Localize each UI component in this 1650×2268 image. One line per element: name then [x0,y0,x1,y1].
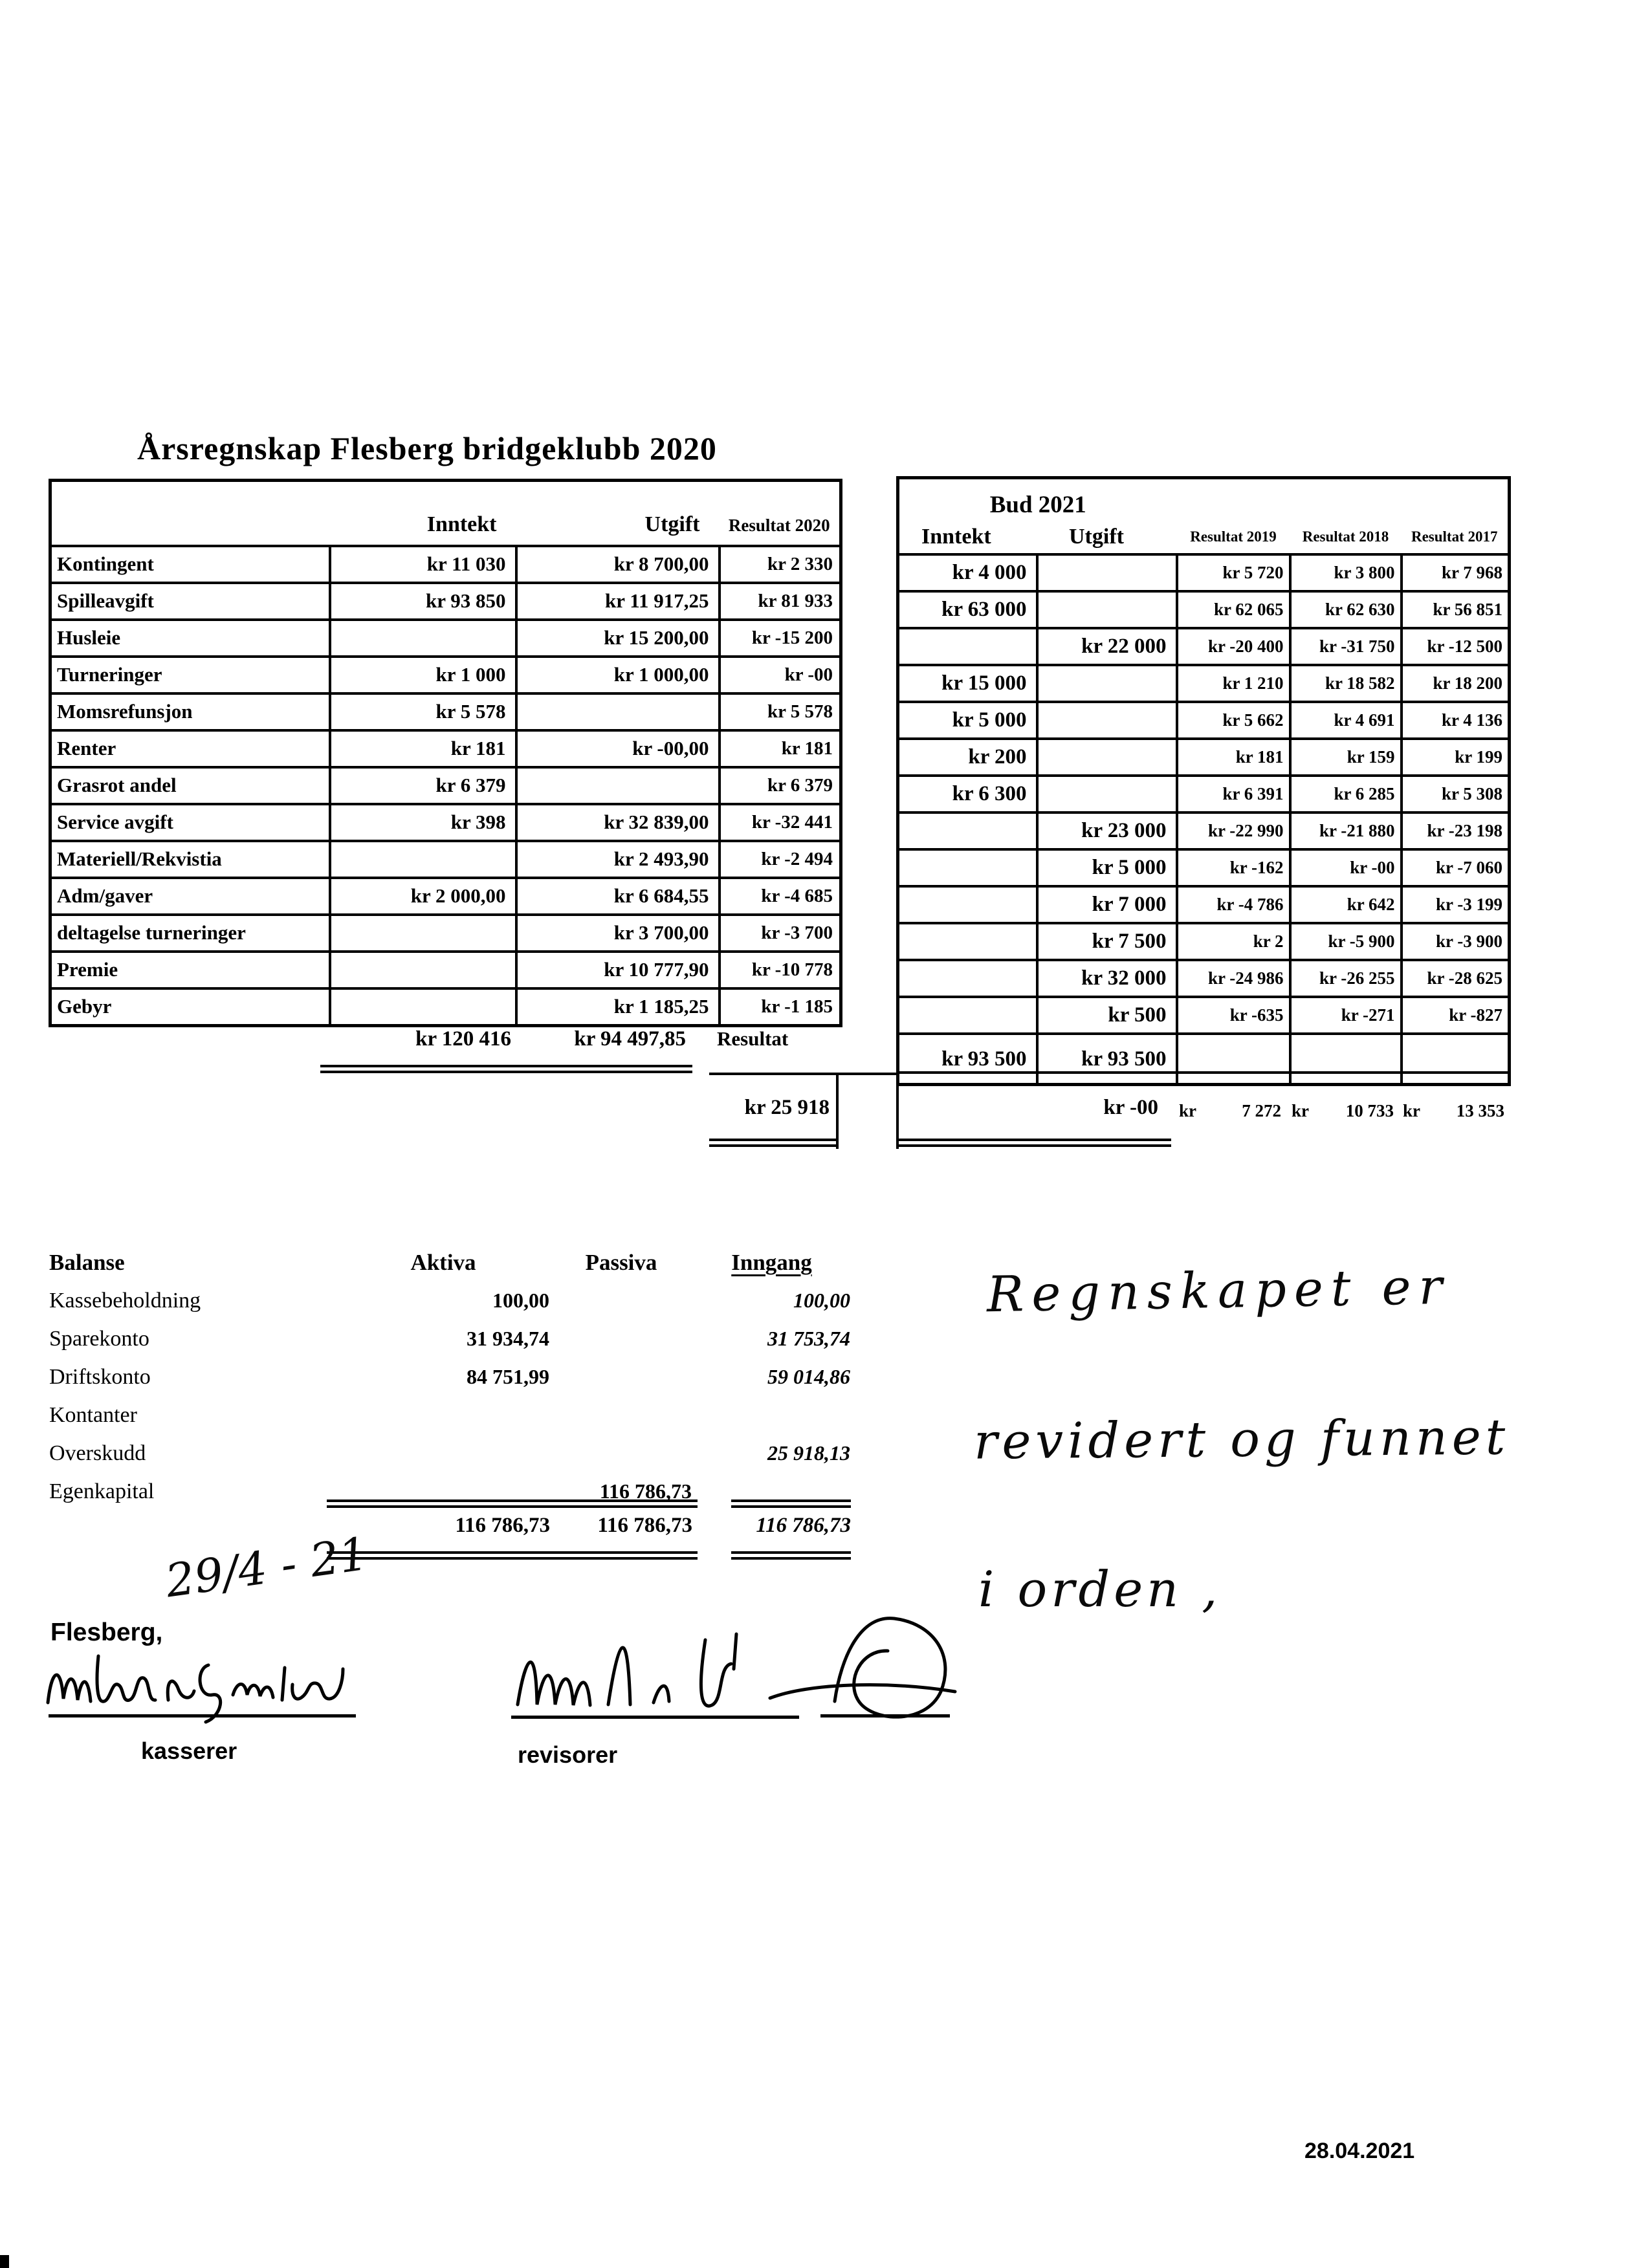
resultat-2017-cell: kr 7 968 [1402,554,1510,591]
empty-cell [1177,1034,1290,1085]
inntekt-cell: kr 5 578 [330,693,516,730]
handwritten-note-line1: Regnskapet er [986,1257,1451,1324]
revisorer-signature-line-2 [820,1714,950,1717]
inntekt-cell: kr 181 [330,730,516,767]
kasserer-signature [39,1630,375,1734]
balance-upper-rule-right [731,1499,851,1508]
header-aktiva: Aktiva [410,1249,476,1275]
resultat-2017-cell: kr 56 851 [1402,591,1510,628]
row-label-cell: Turneringer [50,657,330,693]
header-resultat-2017: Resultat 2017 [1411,529,1498,545]
utgift-cell: kr 1 000,00 [516,657,720,693]
utgift-cell: kr 6 684,55 [516,878,720,915]
accounts-header-row [50,481,841,546]
resultat-2017-cell: kr -28 625 [1402,960,1510,997]
utgift-cell: kr -00,00 [516,730,720,767]
resultat-double-rule [709,1139,839,1147]
table-row [50,546,841,583]
balance-table [49,1243,851,1510]
utgift-cell [516,693,720,730]
resultat-2019-cell: kr 1 210 [1177,665,1290,702]
table-row [50,952,841,988]
resultat-2017-cell: kr -23 198 [1402,812,1510,849]
row-label-cell: Husleie [50,620,330,657]
kasserer-signature-line [49,1714,356,1717]
header-passiva: Passiva [585,1249,657,1275]
table-row [898,776,1510,812]
revisorer-label: revisorer [518,1741,618,1768]
resultat-2018-cell: kr -31 750 [1290,628,1402,665]
aktiva-cell [336,1396,550,1434]
header-resultat-2018: Resultat 2018 [1302,529,1389,545]
resultat-2019-cell: kr 6 391 [1177,776,1290,812]
row-label-cell: Renter [50,730,330,767]
utgift-cell [1037,591,1177,628]
inntekt-cell [330,952,516,988]
inntekt-cell [898,960,1037,997]
inntekt-cell: kr 6 379 [330,767,516,804]
resultat-2017-cell: kr 18 200 [1402,665,1510,702]
utgift-cell: kr 500 [1037,997,1177,1034]
table-row [898,886,1510,923]
row-label-cell: Service avgift [50,804,330,841]
budget-inntekt-total: kr 93 500 [898,1034,1037,1085]
resultat-cell: kr 2 330 [720,546,841,583]
resultat-2018-cell: kr 18 582 [1290,665,1402,702]
resultat-cell: kr -3 700 [720,915,841,952]
passiva-cell [550,1396,692,1434]
resultat-2017-cell: kr -12 500 [1402,628,1510,665]
inntekt-cell: kr 2 000,00 [330,878,516,915]
page-title: Årsregnskap Flesberg bridgeklubb 2020 [137,430,717,466]
resultat-cell: kr 5 578 [720,693,841,730]
resultat-2019-cell: kr -4 786 [1177,886,1290,923]
utgift-total: kr 94 497,85 [574,1027,686,1051]
result-2019-bottom [1179,1101,1281,1121]
resultat-cell: kr -1 185 [720,988,841,1026]
resultat-2017-cell: kr -3 199 [1402,886,1510,923]
header-utgift: Utgift [1069,525,1124,549]
header-utgift: Utgift [644,512,700,536]
inntekt-cell [330,988,516,1026]
empty-cell [1290,1034,1402,1085]
aktiva-cell [336,1434,550,1472]
balance-passiva-total: 116 786,73 [597,1514,692,1537]
table-row [50,767,841,804]
inntekt-cell [898,997,1037,1034]
resultat-2018-cell: kr 3 800 [1290,554,1402,591]
budget-header-cell [898,478,1177,555]
inntekt-cell: kr 200 [898,739,1037,776]
balance-row [49,1396,851,1434]
revisorer-signature [498,1585,964,1727]
inntekt-cell [898,849,1037,886]
utgift-cell [1037,776,1177,812]
resultat-cell: kr -10 778 [720,952,841,988]
scan-artifact-mark [0,2255,9,2268]
passiva-cell [550,1434,692,1472]
passiva-cell [550,1281,692,1320]
kasserer-label: kasserer [141,1738,237,1764]
balance-lower-rule-left [327,1551,698,1560]
utgift-cell [1037,665,1177,702]
place-label: Flesberg, [50,1619,163,1646]
utgift-cell: kr 23 000 [1037,812,1177,849]
resultat-2019-cell: kr 5 662 [1177,702,1290,739]
handwritten-date: 29/4 - 21 [162,1527,371,1608]
balance-upper-rule-left [327,1499,698,1508]
inngang-cell: 31 753,74 [767,1327,850,1350]
table-row [50,620,841,657]
utgift-cell: kr 11 917,25 [516,583,720,620]
balance-label: Sparekonto [49,1326,149,1351]
budget-result-value: kr -00 [1103,1096,1158,1119]
utgift-cell: kr 8 700,00 [516,546,720,583]
balance-label: Kontanter [49,1402,137,1427]
resultat-cell: kr -2 494 [720,841,841,878]
resultat-2019-cell: kr 5 720 [1177,554,1290,591]
inntekt-cell: kr 398 [330,804,516,841]
resultat-2019-cell: kr -635 [1177,997,1290,1034]
table-row [50,583,841,620]
resultat-cell: kr -00 [720,657,841,693]
passiva-cell [550,1320,692,1358]
table-row [50,988,841,1026]
resultat-cell: kr -4 685 [720,878,841,915]
resultat-2017-cell: kr -827 [1402,997,1510,1034]
resultat-2019-cell: kr -162 [1177,849,1290,886]
resultat-2017-cell: kr 199 [1402,739,1510,776]
utgift-cell: kr 7 000 [1037,886,1177,923]
balance-row [49,1358,851,1396]
row-label-cell: Grasrot andel [50,767,330,804]
budget-totals-row [898,1034,1510,1085]
resultat-2019-cell: kr 2 [1177,923,1290,960]
balance-label: Driftskonto [49,1364,151,1389]
table-row [898,812,1510,849]
balance-row [49,1434,851,1472]
resultat-box-right-rule [836,1073,839,1149]
inngang-cell: 100,00 [793,1289,850,1312]
resultat-cell: kr 6 379 [720,767,841,804]
header-spacer-cell [50,481,330,546]
table-row [898,739,1510,776]
utgift-cell: kr 7 500 [1037,923,1177,960]
utgift-cell: kr 3 700,00 [516,915,720,952]
inntekt-cell: kr 15 000 [898,665,1037,702]
inngang-cell: 25 918,13 [767,1441,850,1465]
header-inntekt: Inntekt [921,525,991,549]
inntekt-cell [330,915,516,952]
balance-label: Egenkapital [49,1479,155,1503]
utgift-cell: kr 32 000 [1037,960,1177,997]
inntekt-cell: kr 4 000 [898,554,1037,591]
resultat-total-value: kr 25 918 [744,1096,830,1119]
row-label-cell: Momsrefunsjon [50,693,330,730]
table-row [50,878,841,915]
table-row [898,591,1510,628]
amount: 7 272 [1242,1101,1281,1120]
resultat-2018-cell: kr 6 285 [1290,776,1402,812]
inntekt-cell: kr 11 030 [330,546,516,583]
header-resultat-2020: Resultat 2020 [728,515,830,535]
utgift-cell [1037,702,1177,739]
resultat-2018-cell: kr 62 630 [1290,591,1402,628]
resultat-2018-cell: kr -5 900 [1290,923,1402,960]
inntekt-cell: kr 1 000 [330,657,516,693]
resultat-2017-cell: kr -3 900 [1402,923,1510,960]
inntekt-cell [330,620,516,657]
table-row [898,849,1510,886]
revisorer-signature-line-1 [511,1716,799,1719]
resultat-total-label: Resultat [717,1027,789,1050]
inntekt-cell: kr 5 000 [898,702,1037,739]
kr-prefix: kr [1179,1101,1196,1120]
budget-table-bottom-rule [896,1071,1511,1074]
row-label-cell: Premie [50,952,330,988]
resultat-cell: kr -32 441 [720,804,841,841]
resultat-2019-cell: kr -20 400 [1177,628,1290,665]
inntekt-cell [898,628,1037,665]
inntekt-cell [898,923,1037,960]
totals-double-rule [320,1065,692,1073]
utgift-cell: kr 10 777,90 [516,952,720,988]
row-label-cell: Materiell/Rekvistia [50,841,330,878]
table-row [898,960,1510,997]
resultat-2017-cell: kr 5 308 [1402,776,1510,812]
row-label-cell: Adm/gaver [50,878,330,915]
accounts-2020-table [49,479,842,1027]
budget-bottom-double-rule [896,1139,1171,1147]
utgift-cell [516,767,720,804]
resultat-2019-cell: kr 181 [1177,739,1290,776]
resultat-2018-cell: kr 642 [1290,886,1402,923]
inntekt-cell [898,886,1037,923]
empty-cell [1402,1034,1510,1085]
header-bud-2021: Bud 2021 [989,492,1086,518]
balance-row [49,1281,851,1320]
balance-label: Overskudd [49,1441,146,1465]
header-inntekt: Inntekt [426,512,497,536]
table-row [50,915,841,952]
footer-date: 28.04.2021 [1304,2139,1415,2163]
table-row [50,693,841,730]
resultat-2019-cell: kr -24 986 [1177,960,1290,997]
resultat-2018-cell: kr -26 255 [1290,960,1402,997]
resultat-2018-cell: kr 4 691 [1290,702,1402,739]
resultat-2018-cell: kr -21 880 [1290,812,1402,849]
balance-row [49,1320,851,1358]
resultat-cell: kr 181 [720,730,841,767]
table-row [898,554,1510,591]
balance-lower-rule-right [731,1551,851,1560]
row-label-cell: Spilleavgift [50,583,330,620]
handwritten-note-line2: revidert og funnet [973,1408,1510,1470]
result-2017-bottom [1403,1101,1504,1121]
row-label-cell: deltagelse turneringer [50,915,330,952]
table-row [898,702,1510,739]
table-row [898,997,1510,1034]
balance-title: Balanse [49,1249,125,1275]
utgift-cell: kr 32 839,00 [516,804,720,841]
resultat-cell: kr -15 200 [720,620,841,657]
passiva-cell [550,1358,692,1396]
resultat-2019-cell: kr -22 990 [1177,812,1290,849]
utgift-cell [1037,739,1177,776]
inntekt-cell [898,812,1037,849]
aktiva-cell: 84 751,99 [467,1365,549,1388]
utgift-cell: kr 22 000 [1037,628,1177,665]
passiva-cell: 116 786,73 [599,1479,692,1503]
kr-prefix: kr [1292,1101,1309,1120]
table-row [50,841,841,878]
inntekt-cell [330,841,516,878]
inntekt-cell: kr 93 850 [330,583,516,620]
utgift-cell [1037,554,1177,591]
resultat-cell: kr 81 933 [720,583,841,620]
budget-2021-table [896,476,1511,1086]
budget-header-row [898,478,1510,555]
table-row [50,804,841,841]
balance-inngang-total: 116 786,73 [756,1514,851,1537]
resultat-2018-cell: kr -271 [1290,997,1402,1034]
resultat-2017-cell: kr -7 060 [1402,849,1510,886]
balance-label: Kassebeholdning [49,1288,201,1313]
resultat-box-top-rule [709,1073,898,1075]
balance-header-row [49,1243,851,1281]
result-2018-bottom [1292,1101,1394,1121]
row-label-cell: Gebyr [50,988,330,1026]
utgift-cell: kr 5 000 [1037,849,1177,886]
inntekt-cell: kr 6 300 [898,776,1037,812]
row-label-cell: Kontingent [50,546,330,583]
utgift-cell: kr 1 185,25 [516,988,720,1026]
inntekt-total: kr 120 416 [415,1027,511,1051]
header-inngang: Inngang [731,1249,812,1275]
handwritten-note-line3: i orden , [978,1560,1222,1618]
table-row [50,730,841,767]
utgift-cell: kr 2 493,90 [516,841,720,878]
budget-utgift-total: kr 93 500 [1037,1034,1177,1085]
resultat-2018-cell: kr 159 [1290,739,1402,776]
header-resultat-2019: Resultat 2019 [1190,529,1277,545]
resultat-2019-cell: kr 62 065 [1177,591,1290,628]
table-row [50,657,841,693]
kr-prefix: kr [1403,1101,1420,1120]
utgift-cell: kr 15 200,00 [516,620,720,657]
amount: 13 353 [1456,1101,1504,1120]
resultat-2017-cell: kr 4 136 [1402,702,1510,739]
inngang-cell: 59 014,86 [767,1365,850,1388]
resultat-2018-cell: kr -00 [1290,849,1402,886]
amount: 10 733 [1345,1101,1394,1120]
inntekt-cell: kr 63 000 [898,591,1037,628]
table-row [898,628,1510,665]
table-row [898,665,1510,702]
inngang-cell [692,1396,851,1434]
aktiva-cell: 31 934,74 [467,1327,549,1350]
aktiva-cell: 100,00 [492,1289,549,1312]
balance-aktiva-total: 116 786,73 [455,1514,550,1537]
table-row [898,923,1510,960]
